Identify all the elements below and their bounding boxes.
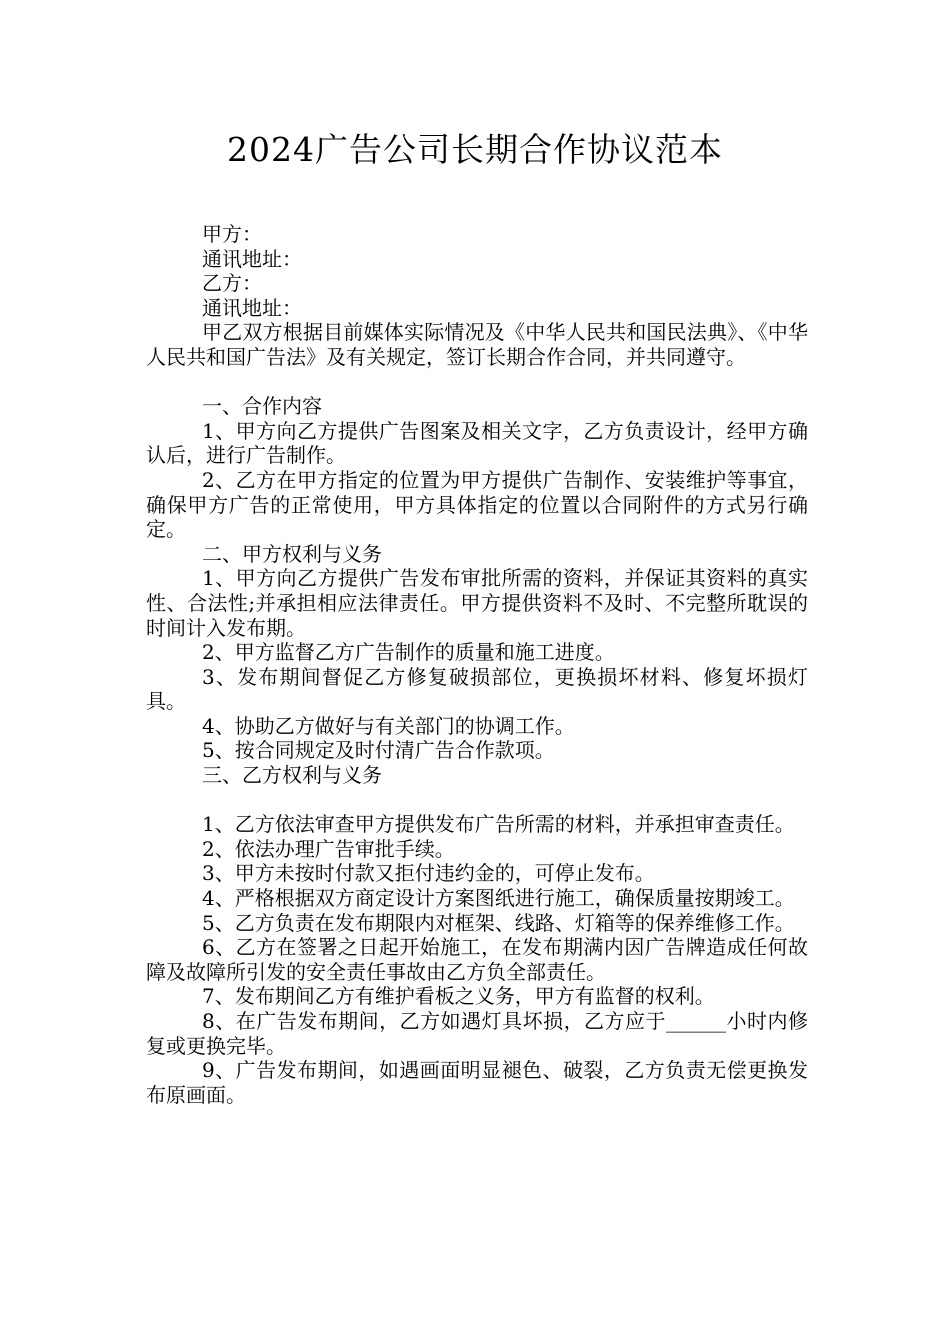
document-title: 2024广告公司长期合作协议范本 — [227, 130, 723, 169]
paragraph: 3、甲方未按时付款又拒付违约金的，可停止发布。 — [202, 861, 655, 886]
paragraph: 5、按合同规定及时付清广告合作款项。 — [202, 738, 555, 763]
paragraph: 1、乙方依法审查甲方提供发布广告所需的材料，并承担审查责任。 — [202, 812, 795, 837]
blank-line — [146, 370, 808, 395]
blank-line — [146, 788, 808, 813]
paragraph: 1、甲方向乙方提供广告图案及相关文字，乙方负责设计，经甲方确认后，进行广告制作。 — [146, 418, 808, 468]
paragraph: 三、乙方权利与义务 — [202, 763, 382, 788]
paragraph: 4、严格根据双方商定设计方案图纸进行施工，确保质量按期竣工。 — [202, 886, 795, 911]
paragraph: 6、乙方在签署之日起开始施工，在发布期满内因广告牌造成任何故障及故障所引发的安全责任事故由乙方负全部责任。 — [146, 935, 808, 984]
paragraph: 2、乙方在甲方指定的位置为甲方提供广告制作、安装维护等事宜，确保甲方广告的正常使用，甲方具体指定的位置以合同附件的方式另行确定。 — [146, 467, 808, 542]
paragraph: 二、甲方权利与义务 — [202, 541, 382, 566]
paragraph: 2、甲方监督乙方广告制作的质量和施工进度。 — [202, 640, 615, 665]
paragraph: 甲方： — [202, 222, 262, 246]
document-body — [146, 222, 808, 1107]
paragraph: 7、发布期间乙方有维护看板之义务，甲方有监督的权利。 — [202, 984, 715, 1009]
paragraph: 甲乙双方根据目前媒体实际情况及《中华人民共和国民法典》、《中华人民共和国广告法》及有关规定，签订长期合作合同，并共同遵守。 — [146, 320, 808, 369]
paragraph: 1、甲方向乙方提供广告发布审批所需的资料，并保证其资料的真实性、合法性;并承担相应法律责任。甲方提供资料不及时、不完整所耽误的时间计入发布期。 — [146, 566, 808, 640]
paragraph: 4、协助乙方做好与有关部门的协调工作。 — [202, 713, 575, 738]
paragraph: 5、乙方负责在发布期限内对框架、线路、灯箱等的保养维修工作。 — [202, 910, 795, 935]
paragraph: 乙方： — [202, 271, 262, 296]
paragraph: 通讯地址： — [202, 295, 302, 320]
paragraph: 3、发布期间督促乙方修复破损部位，更换损坏材料、修复坏损灯具。 — [146, 664, 808, 714]
paragraph: 2、依法办理广告审批手续。 — [202, 836, 455, 861]
paragraph: 通讯地址： — [202, 246, 302, 271]
paragraph: 9、广告发布期间，如遇画面明显褪色、破裂，乙方负责无偿更换发布原画面。 — [146, 1058, 808, 1107]
paragraph: 8、在广告发布期间，乙方如遇灯具坏损，乙方应于______小时内修复或更换完毕。 — [146, 1009, 808, 1058]
paragraph: 一、合作内容 — [202, 394, 322, 419]
